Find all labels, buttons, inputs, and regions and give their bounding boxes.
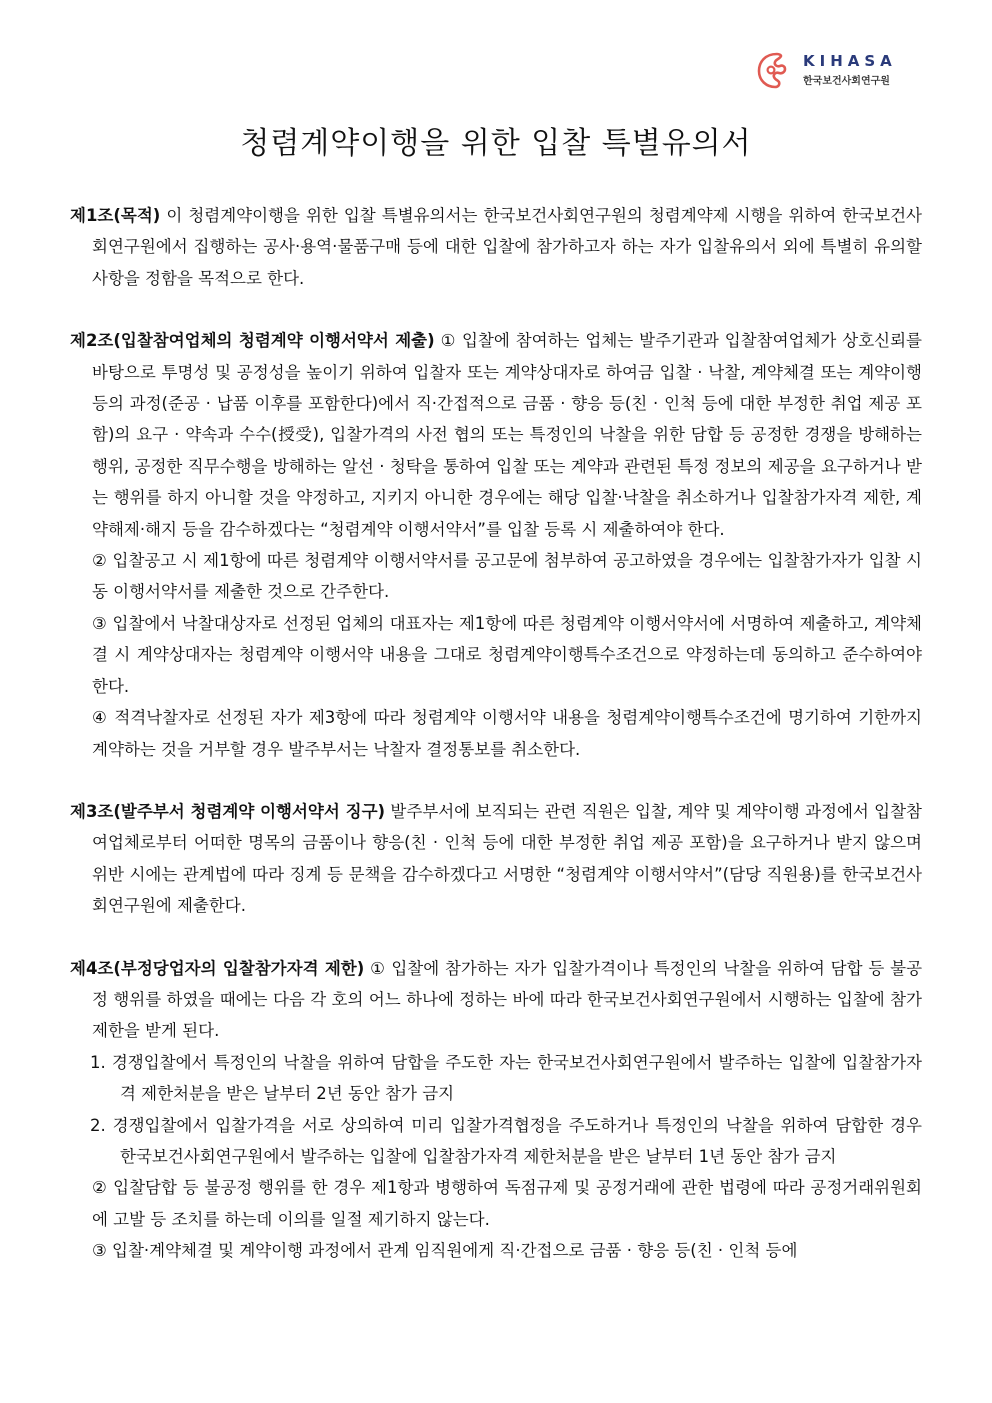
logo-wordmark: KIHASA	[803, 52, 897, 70]
article-4-heading: 제4조(부정당업자의 입찰참가자격 제한)	[70, 958, 365, 978]
article-1	[70, 200, 922, 294]
article-1-heading: 제1조(목적)	[70, 206, 161, 225]
kihasa-logo-mark-icon	[755, 50, 795, 90]
article-4-item-2: 2. 경쟁입찰에서 입찰가격을 서로 상의하여 미리 입찰가격협정을 주도하거나 특정인의 낙찰을 위하여 담합한 경우 한국보건사회연구원에서 발주하는 입찰에 입찰참가자격 제한처분을 받은 날부터 1년 동안 참가 금지	[90, 1115, 922, 1166]
kihasa-logo	[755, 48, 915, 94]
article-2-para-4: ④ 적격낙찰자로 선정된 자가 제3항에 따라 청렴계약 이행서약 내용을 청렴계약이행특수조건에 명기하여 기한까지 계약하는 것을 거부할 경우 발주부서는 낙찰자 결정통보를 취소한다.	[92, 708, 922, 759]
article-3	[70, 796, 922, 922]
logo-subtitle: 한국보건사회연구원	[803, 76, 890, 87]
article-2-para-3: ③ 입찰에서 낙찰대상자로 선정된 업체의 대표자는 제1항에 따른 청렴계약 이행서약서에 서명하여 제출하고, 계약체결 시 계약상대자는 청렴계약 이행서약 내용을 그대로 청렴계약이행특수조건으로 약정하는데 동의하고 준수하여야 한다.	[92, 613, 922, 696]
article-1-text: 이 청렴계약이행을 위한 입찰 특별유의서는 한국보건사회연구원의 청렴계약제 시행을 위하여 한국보건사회연구원에서 집행하는 공사·용역·물품구매 등에 대한 입찰에 참가하고자 하는 자가 입찰유의서 외에 특별히 유의할 사항을 정함을 목적으로 한다.	[92, 206, 922, 288]
article-4-para-2: ② 입찰담합 등 불공정 행위를 한 경우 제1항과 병행하여 독점규제 및 공정거래에 관한 법령에 따라 공정거래위원회에 고발 등 조치를 하는데 이의를 일절 제기하지 않는다.	[92, 1178, 922, 1229]
document-body	[70, 200, 922, 1267]
article-4-item-1: 1. 경쟁입찰에서 특정인의 낙찰을 위하여 담합을 주도한 자는 한국보건사회연구원에서 발주하는 입찰에 입찰참가자격 제한처분을 받은 날부터 2년 동안 참가 금지	[90, 1052, 922, 1104]
article-2-para-2: ② 입찰공고 시 제1항에 따른 청렴계약 이행서약서를 공고문에 첨부하여 공고하였을 경우에는 입찰참가자가 입찰 시 동 이행서약서를 제출한 것으로 간주한다.	[92, 551, 922, 602]
article-4-para-3: ③ 입찰·계약체결 및 계약이행 과정에서 관계 임직원에게 직·간접으로 금품 · 향응 등(친 · 인척 등에	[92, 1241, 798, 1261]
article-3-heading: 제3조(발주부서 청렴계약 이행서약서 징구)	[70, 801, 386, 821]
article-2-text: ① 입찰에 참여하는 업체는 발주기관과 입찰참여업체가 상호신뢰를 바탕으로 투명성 및 공정성을 높이기 위하여 입찰자 또는 계약상대자로 하여금 입찰 · 낙찰, 계약체결 또는 계약이행 등의 과정(준공 · 납품 이후를 포함한다)에서 직·간접적으로 금품 · 향응 등(친 · 인척 등에 대한 부정한 취업 제공 포함)의 요구 · 약속과 수수(授受), 입찰가격의 사전 협의 또는 특정인의 낙찰을 위한 담합 등 공정한 경쟁을 방해하는 행위, 공정한 직무수행을 방해하는 알선 · 청탁을 통하여 입찰 또는 계약과 관련된 특정 정보의 제공을 요구하거나 받는 행위를 하지 아니할 것을 약정하고, 지키지 아니한 경우에는 해당 입찰·낙찰을 취소하거나 입찰참가자격 제한, 계약해제·해지 등을 감수하겠다는 “청렴계약 이행서약서”를 입찰 등록 시 제출하여야 한다.	[92, 331, 922, 539]
article-4-text: ① 입찰에 참가하는 자가 입찰가격이나 특정인의 낙찰을 위하여 담합 등 불공정 행위를 하였을 때에는 다음 각 호의 어느 하나에 정하는 바에 따라 한국보건사회연구원에서 시행하는 입찰에 참가제한을 받게 된다.	[92, 958, 923, 1041]
article-4	[70, 953, 922, 1267]
article-2	[70, 325, 922, 765]
document-title: 청렴계약이행을 위한 입찰 특별유의서	[240, 126, 752, 161]
article-3-text: 발주부서에 보직되는 관련 직원은 입찰, 계약 및 계약이행 과정에서 입찰참여업체로부터 어떠한 명목의 금품이나 향응(친 · 인척 등에 대한 부정한 취업 제공 포함)을 요구하거나 받지 않으며 위반 시에는 관계법에 따라 징계 등 문책을 감수하겠다고 서명한 “청렴계약 이행서약서”(담당 직원용)를 한국보건사회연구원에 제출한다.	[92, 801, 922, 916]
article-2-heading: 제2조(입찰참여업체의 청렴계약 이행서약서 제출)	[70, 331, 435, 351]
